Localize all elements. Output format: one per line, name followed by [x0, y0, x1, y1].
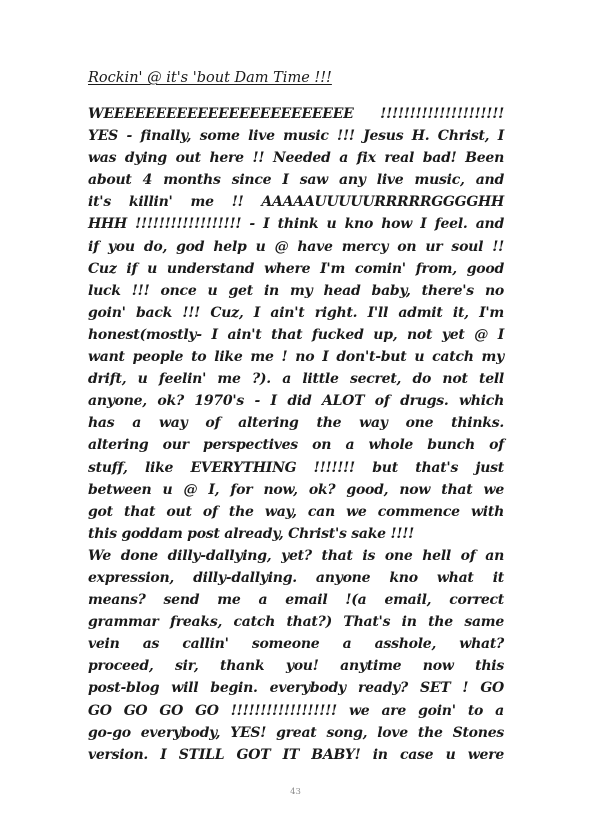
page-number: 43 — [290, 787, 301, 797]
text-line: Cuz if u understand where I'm comin' from, good — [88, 260, 504, 277]
text-line: proceed, sir, thank you! anytime now this — [88, 658, 504, 675]
text-line: YES - finally, some live music !!! Jesus H. Christ, I — [88, 128, 504, 145]
text-line: got that out of the way, can we commence with — [88, 503, 504, 520]
text-line: vein as callin' someone a asshole, what? — [88, 636, 504, 653]
text-line: stuff, like EVERYTHING !!!!!!! but that's just — [88, 459, 504, 476]
text-line: grammar freaks, catch that?) That's in the same — [88, 614, 504, 631]
page-title: Rockin' @ it's 'bout Dam Time !!! — [88, 70, 332, 86]
text-line: altering our perspectives on a whole bunch of — [88, 437, 504, 454]
text-line: means? send me a email !(a email, correct — [88, 592, 504, 609]
text-line: it's killin' me !! AAAAAUUUUURRRRRGGGGHH — [88, 194, 504, 211]
text-line: HHH !!!!!!!!!!!!!!!!!! - I think u kno how I feel. and — [88, 216, 504, 233]
text-line: goin' back !!! Cuz, I ain't right. I'll admit it, I'm — [88, 304, 504, 321]
text-line: version. I STILL GOT IT BABY! in case u were — [88, 746, 504, 763]
text-line: luck !!! once u get in my head baby, there's no — [88, 282, 504, 299]
text-line: this goddam post already, Christ's sake !!!! — [88, 525, 415, 542]
text-line: if you do, god help u @ have mercy on ur soul !! — [88, 238, 504, 255]
text-line: post-blog will begin. everybody ready? SET ! GO — [88, 680, 504, 697]
text-line: expression, dilly-dallying. anyone kno what it — [88, 569, 504, 586]
text-line: honest(mostly- I ain't that fucked up, not yet @ I — [88, 326, 504, 343]
text-line: GO GO GO GO !!!!!!!!!!!!!!!!!! we are goin' to a — [88, 702, 504, 719]
text-line: was dying out here !! Needed a fix real bad! Been — [88, 150, 504, 167]
text-line: has a way of altering the way one thinks. — [88, 415, 504, 432]
text-line: anyone, ok? 1970's - I did ALOT of drugs. which — [88, 393, 504, 410]
text-line: about 4 months since I saw any live music, and — [88, 172, 504, 189]
text-line: drift, u feelin' me ?). a little secret, do not tell — [88, 371, 504, 388]
text-line: We done dilly-dallying, yet? that is one hell of an — [88, 547, 504, 564]
text-line: WEEEEEEEEEEEEEEEEEEEEEEEE !!!!!!!!!!!!!!!!!!!!! — [88, 106, 504, 122]
text-line: go-go everybody, YES! great song, love the Stones — [88, 724, 504, 741]
body-text — [88, 103, 504, 766]
text-line: want people to like me ! no I don't-but u catch my — [88, 349, 504, 366]
text-line: between u @ I, for now, ok? good, now that we — [88, 481, 504, 498]
